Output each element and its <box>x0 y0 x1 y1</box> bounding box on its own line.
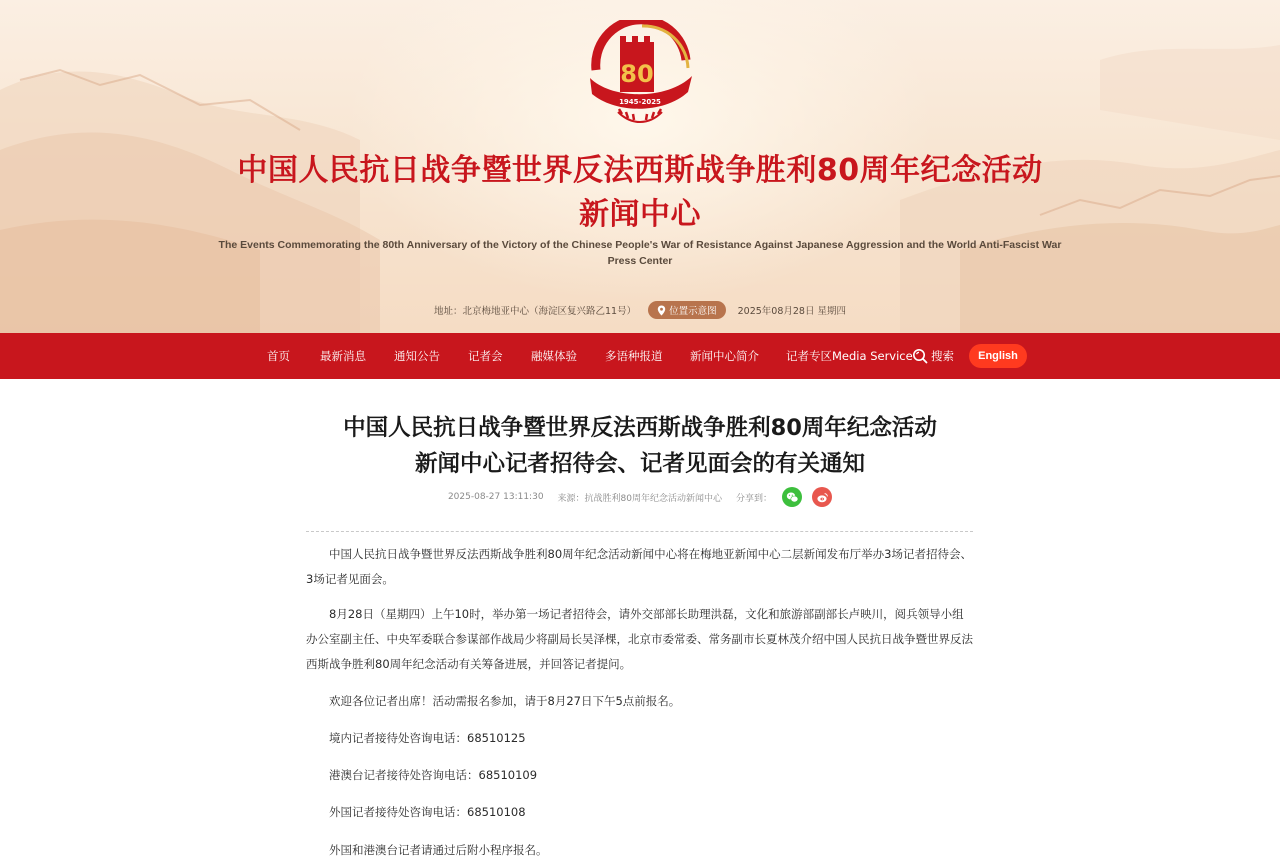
site-title-cn-line1: 中国人民抗日战争暨世界反法西斯战争胜利80周年纪念活动 <box>237 153 1043 188</box>
article-paragraph: 欢迎各位记者出席！活动需报名参加，请于8月27日下午5点前报名。 <box>329 694 681 708</box>
wechat-share-button[interactable] <box>782 487 802 507</box>
nav-item-notices[interactable]: 通知公告 <box>394 349 440 363</box>
nav-item-press-center-intro[interactable]: 新闻中心简介 <box>690 349 759 363</box>
nav-item-media-service[interactable]: 记者专区Media Service <box>786 349 913 363</box>
article-datetime: 2025-08-27 13:11:30 <box>447 492 544 502</box>
logo-number: 80 <box>620 60 654 88</box>
search-label: 搜索 <box>931 349 954 363</box>
current-date: 2025年08月28日 星期四 <box>737 306 846 317</box>
nav-item-media-experience[interactable]: 融媒体验 <box>531 349 577 363</box>
article-paragraph: 外国和港澳台记者请通过后附小程序报名。 <box>329 843 548 857</box>
article-paragraph: 中国人民抗日战争暨世界反法西斯战争胜利80周年纪念活动新闻中心将在梅地亚新闻中心二层新闻发布厅举办3场记者招待会、3场记者见面会。 <box>306 547 972 586</box>
address-text: 地址：北京梅地亚中心（海淀区复兴路乙11号） <box>434 306 637 317</box>
wechat-icon <box>786 491 799 504</box>
article-paragraph: 境内记者接待处咨询电话：68510125 <box>329 731 526 745</box>
article-divider <box>306 531 973 532</box>
location-map-button[interactable] <box>648 301 726 319</box>
article-paragraph: 8月28日（星期四）上午10时，举办第一场记者招待会，请外交部部长助理洪磊，文化和旅游部副部长卢映川，阅兵领导小组办公室副主任、中央军委联合参谋部作战局少将副局长吴泽棵，北京市委常委、常务副市长夏林茂介绍中国人民抗日战争暨世界反法西斯战争胜利80周年纪念活动有关筹备进展，并回答记者提问。 <box>306 607 973 671</box>
nav-search-button[interactable] <box>912 333 954 379</box>
weibo-icon <box>816 491 829 504</box>
header-info-bar <box>0 300 1280 320</box>
article-paragraph: 外国记者接待处咨询电话：68510108 <box>329 805 526 819</box>
share-label: 分享到： <box>736 493 773 504</box>
nav-item-latest-news[interactable]: 最新消息 <box>320 349 366 363</box>
location-pin-icon <box>657 305 666 316</box>
site-title-cn-line2: 新闻中心 <box>579 197 701 232</box>
article-title-line2: 新闻中心记者招待会、记者见面会的有关通知 <box>414 451 865 477</box>
nav-item-press-conferences[interactable]: 记者会 <box>468 349 503 363</box>
weibo-share-button[interactable] <box>812 487 832 507</box>
article-title-line1: 中国人民抗日战争暨世界反法西斯战争胜利80周年纪念活动 <box>343 415 937 441</box>
article-paragraph: 港澳台记者接待处咨询电话：68510109 <box>329 768 538 782</box>
nav-item-home[interactable]: 首页 <box>267 349 290 363</box>
main-nav <box>0 333 1280 379</box>
site-title-en-line1: The Events Commemorating the 80th Anniversary of the Victory of the Chinese People's War of Resistance Against Japanese Aggression and the World Anti-Fascist War <box>218 239 1062 251</box>
location-map-label: 位置示意图 <box>669 306 717 317</box>
search-icon <box>912 348 928 364</box>
article-source: 来源：抗战胜利80周年纪念活动新闻中心 <box>557 493 723 504</box>
header-banner <box>0 0 1280 333</box>
anniversary-80-logo <box>582 20 698 126</box>
english-button[interactable]: English <box>969 344 1027 368</box>
nav-item-multilingual-reports[interactable]: 多语种报道 <box>605 349 663 363</box>
site-title-en-line2: Press Center <box>607 255 673 267</box>
logo-years: 1945-2025 <box>619 98 661 106</box>
article-meta <box>0 486 1280 508</box>
